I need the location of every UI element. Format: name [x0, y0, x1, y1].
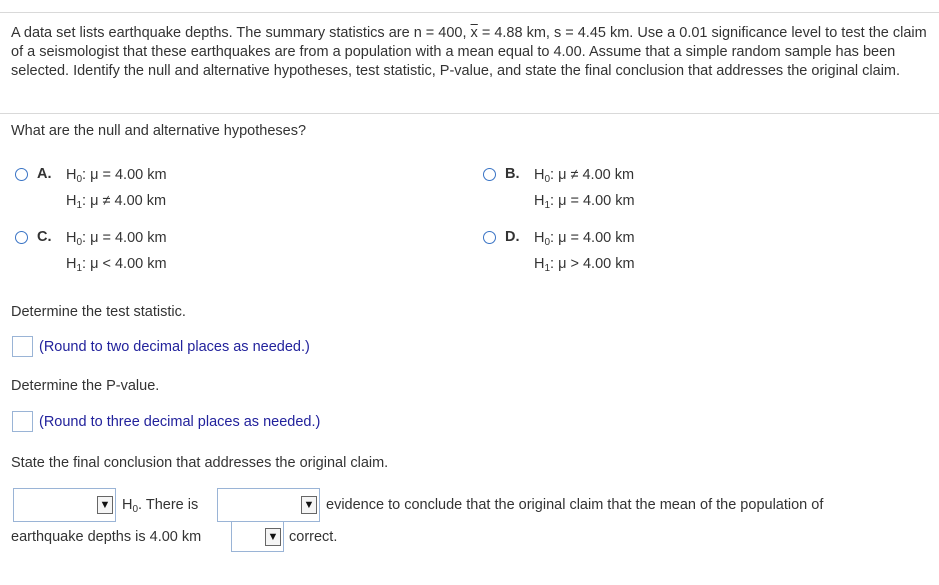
radio-b[interactable] [483, 168, 496, 181]
test-statistic-hint: (Round to two decimal places as needed.) [39, 339, 310, 355]
null-hypothesis: $H_0$: μ = 4.00 km [534, 230, 635, 248]
choice-letter: A. [37, 166, 52, 182]
decision-dropdown[interactable] [13, 488, 116, 522]
null-hypothesis: $H_0$: μ ≠ 4.00 km [534, 167, 635, 185]
chevron-down-icon[interactable]: ▼ [301, 496, 317, 514]
p-value-input[interactable] [12, 411, 33, 432]
alt-hypothesis: $H_1$: μ ≠ 4.00 km [66, 193, 167, 211]
radio-a[interactable] [15, 168, 28, 181]
conclusion-line2-text: earthquake depths is 4.00 km [11, 529, 202, 545]
test-statistic-input[interactable] [12, 336, 33, 357]
hypotheses-question: What are the null and alternative hypotheses? [11, 123, 307, 139]
choice-letter: D. [505, 229, 520, 245]
null-hypothesis: $H_0$: μ = 4.00 km [66, 230, 167, 248]
alt-hypothesis: $H_1$: μ = 4.00 km [534, 193, 635, 211]
chevron-down-icon[interactable]: ▼ [97, 496, 113, 514]
chevron-down-icon[interactable]: ▼ [265, 528, 281, 546]
x-bar-symbol: $\overline{x}$ [470, 25, 478, 41]
choice-letter: C. [37, 229, 52, 245]
alt-hypothesis: $H_1$: μ > 4.00 km [534, 256, 635, 274]
alt-hypothesis: $H_1$: μ < 4.00 km [66, 256, 167, 274]
evidence-dropdown[interactable] [217, 488, 320, 522]
null-hypothesis: $H_0$: μ = 4.00 km [66, 167, 167, 185]
choice-letter: B. [505, 166, 520, 182]
test-statistic-prompt: Determine the test statistic. [11, 304, 186, 320]
radio-d[interactable] [483, 231, 496, 244]
conclusion-end-text: correct. [289, 529, 338, 545]
conclusion-h0-text: $H_0$. There is [122, 497, 199, 515]
conclusion-prompt: State the final conclusion that addresses the original claim. [11, 455, 389, 471]
top-divider [0, 12, 939, 13]
section-divider [0, 113, 939, 114]
p-value-prompt: Determine the P-value. [11, 378, 160, 394]
is-dropdown[interactable] [231, 521, 284, 552]
conclusion-evidence-text: evidence to conclude that the original claim that the mean of the population of [326, 497, 824, 513]
p-value-hint: (Round to three decimal places as needed.) [39, 414, 321, 430]
problem-statement: A data set lists earthquake depths. The summary statistics are n = 400, $\overline{x} = 4.88$ km, s = 4.45 km. Use a 0.01 significance level to test the claim of a seismologist that these earthquakes are from a population with a mean equal to 4.00. Assume that a simple random sample has been selected. Identify the null and alternative hypotheses, test statistic, P-value, and state the final conclusion that addresses the original claim. [11, 25, 927, 79]
radio-c[interactable] [15, 231, 28, 244]
